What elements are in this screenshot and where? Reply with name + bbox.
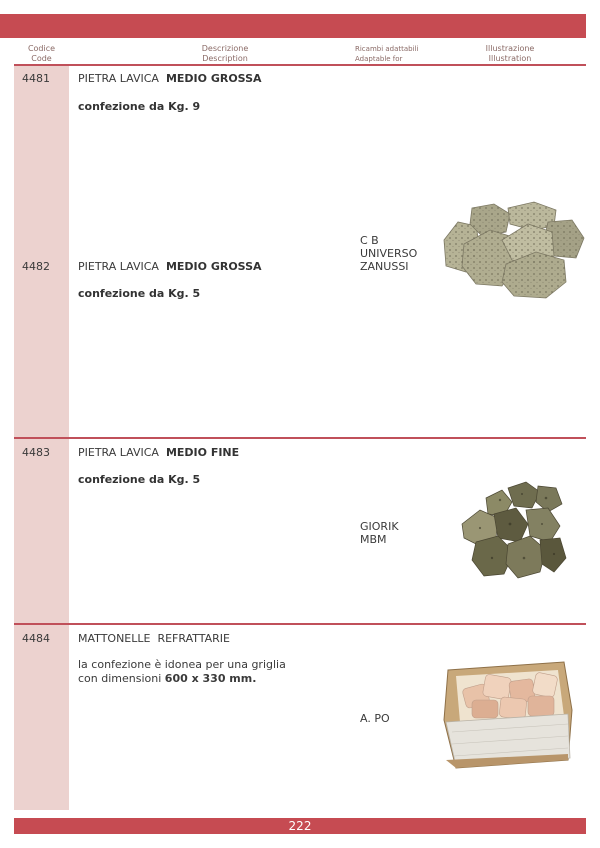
row-divider [14,437,586,439]
header-code [14,44,69,64]
description-4484 [78,632,230,645]
note-4484 [78,658,286,686]
header-adaptable [355,44,435,64]
name-bold: MEDIO FINE [165,446,240,459]
header-code-en: Code [31,54,52,63]
adaptable-4484 [360,712,390,725]
brand-zanussi: ZANUSSI [360,260,409,273]
header-description [150,44,300,64]
note-dimensions: 600 x 330 mm. [164,672,257,685]
name-prefix: PIETRA LAVICA [78,72,159,85]
name-prefix: PIETRA LAVICA [78,260,159,273]
header-illustration [470,44,550,64]
brand-universo: UNIVERSO [360,247,418,260]
header-illus-en: Illustration [488,54,532,63]
code-4482: 4482 [22,260,50,273]
footer-bar [14,818,586,834]
header-divider [14,64,586,66]
row-divider [14,623,586,625]
name-prefix: PIETRA LAVICA [78,446,159,459]
note-line-2: con dimensioni [78,672,162,685]
brand-apo: A. PO [360,712,390,725]
code-4481: 4481 [22,72,50,85]
name-prefix: MATTONELLE [78,632,151,645]
pack-4483: confezione da Kg. 5 [78,473,201,486]
description-4481 [78,72,262,85]
header-code-it: Codice [27,44,56,53]
name-bold: MEDIO GROSSA [165,72,262,85]
note-line-1: la confezione è idonea per una griglia [78,658,286,671]
description-4482 [78,260,262,273]
header-desc-en: Description [202,54,248,63]
lava-stones-fine-image [456,480,568,584]
header-fit-en: Adaptable for [355,55,403,63]
brand-giorik: GIORIK [360,520,399,533]
top-bar [0,14,586,38]
header-fit-it: Ricambi adattabili [355,45,419,53]
adaptable-4482 [360,234,417,273]
description-4483 [78,446,239,459]
adaptable-4483 [360,520,399,546]
code-4483: 4483 [22,446,50,459]
refractory-tiles-box-image [438,660,578,772]
lava-stones-large-image [436,200,588,304]
brand-cb: C B [360,234,379,247]
page-number: 222 [288,819,312,833]
name-bold: MEDIO GROSSA [165,260,262,273]
brand-mbm: MBM [360,533,387,546]
code-4484: 4484 [22,632,50,645]
pack-4482: confezione da Kg. 5 [78,287,201,300]
pack-4481: confezione da Kg. 9 [78,100,201,113]
name-suffix: REFRATTARIE [157,632,230,645]
header-desc-it: Descrizione [201,44,249,53]
header-illus-it: Illustrazione [485,44,535,53]
